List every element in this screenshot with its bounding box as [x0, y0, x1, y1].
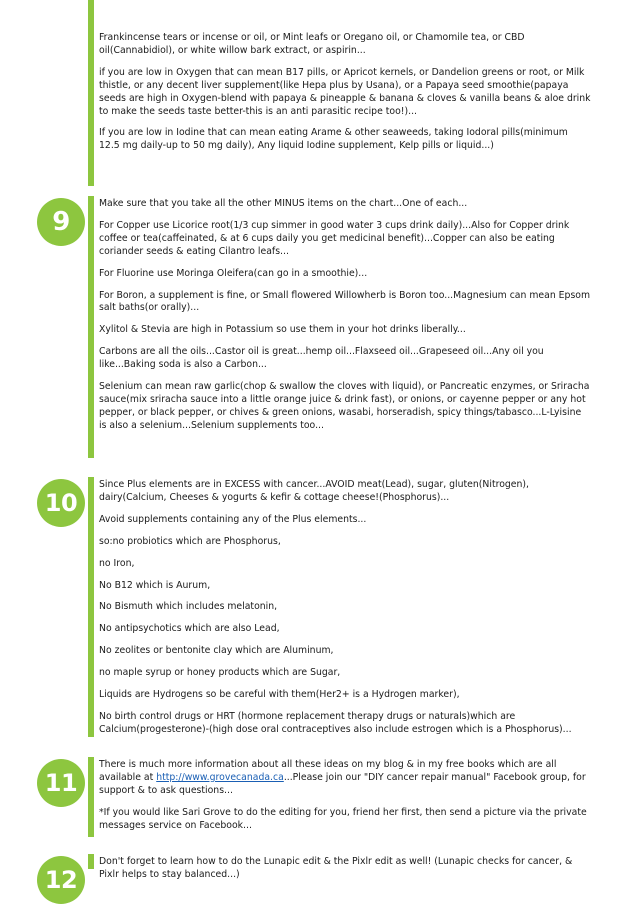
step-11 — [0, 757, 638, 839]
paragraph: Liquids are Hydrogens so be careful with them(Her2+ is a Hydrogen marker), — [99, 689, 460, 701]
paragraph: No antipsychotics which are also Lead, — [99, 623, 280, 635]
paragraph: so:no probiotics which are Phosphorus, — [99, 535, 281, 547]
step-11-text — [99, 759, 591, 842]
paragraph: Don't forget to learn how to do the Lunapic edit & the Pixlr edit as well! (Lunapic checks for cancer, & Pixlr helps to stay balanced...) — [99, 856, 573, 880]
step-8-continued — [0, 0, 638, 190]
paragraph: Carbons are all the oils...Castor oil is great...hemp oil...Flaxseed oil...Grapeseed oil...Any oil you like...Baking soda is also a Carbon... — [99, 346, 544, 371]
paragraph: Make sure that you take all the other MINUS items on the chart...One of each... — [99, 198, 468, 209]
paragraph: No B12 which is Aurum, — [99, 579, 211, 591]
paragraph: no maple syrup or honey products which are Sugar, — [99, 667, 341, 679]
step-8-text — [99, 32, 591, 162]
blog-link[interactable]: http://www.grovecanada.ca — [156, 771, 284, 783]
step-10 — [0, 477, 638, 741]
step-number-badge: 11 — [37, 759, 85, 807]
step-10-bar — [88, 477, 94, 737]
step-8-bar — [88, 0, 94, 186]
paragraph — [99, 759, 591, 798]
paragraph: No birth control drugs or HRT (hormone replacement therapy drugs or naturals)which are Calcium(progesterone)-(high dose oral contraceptives also include estrogen which is a Phosphorus)... — [99, 710, 572, 735]
paragraph: If you are low in Iodine that can mean eating Arame & other seaweeds, taking Iodoral pills(minimum 12.5 mg daily-up to 50 mg daily), Any liquid Iodine supplement, Kelp pills or liquid...) — [99, 127, 568, 152]
step-12 — [0, 854, 638, 894]
paragraph: No zeolites or bentonite clay which are Aluminum, — [99, 645, 334, 657]
paragraph: no Iron, — [99, 557, 135, 569]
paragraph: *If you would like Sari Grove to do the editing for you, friend her first, then send a picture via the private messages service on Facebook... — [99, 806, 587, 831]
paragraph: Selenium can mean raw garlic(chop & swallow the cloves with liquid), or Pancreatic enzymes, or Sriracha sauce(mix sriracha sauce into a little orange juice & drink fast), or onions, or cayenne pepper or any hot pepper, or black pepper, or chives & green onions, wasabi, horseradish, spicy things/tabasco...L-Lyisine is also a selenium...Selenium supplements too... — [99, 381, 590, 431]
paragraph: For Boron, a supplement is fine, or Small flowered Willowherb is Boron too...Magnesium can mean Epsom salt baths(or orally)... — [99, 289, 591, 314]
paragraph: For Copper use Licorice root(1/3 cup simmer in good water 3 cups drink daily)...Also for Copper drink coffee or tea(caffeinated, & at 6 cups daily you get medicinal benefit)...Copper can also be eating coriander seeds & eating Cilantro leafs... — [99, 219, 570, 257]
paragraph-text: There is much more information about all these ideas on my blog & in my free books which are all available at — [99, 759, 557, 783]
paragraph: Xylitol & Stevia are high in Potassium so use them in your hot drinks liberally... — [99, 324, 466, 336]
step-number-badge: 10 — [37, 479, 85, 527]
paragraph: Since Plus elements are in EXCESS with cancer...AVOID meat(Lead), sugar, gluten(Nitrogen), dairy(Calcium, Cheeses & yogurts & kefir & cottage cheese!(Phosphorus)... — [99, 479, 529, 503]
step-12-text — [99, 856, 591, 891]
paragraph: No Bismuth which includes melatonin, — [99, 601, 278, 613]
paragraph: Avoid supplements containing any of the Plus elements... — [99, 513, 367, 525]
paragraph: Frankincense tears or incense or oil, or Mint leafs or Oregano oil, or Chamomile tea, or CBD oil(Cannabidiol), or white willow bark extract, or aspirin... — [99, 32, 525, 56]
paragraph-text: ...Please join our "DIY cancer repair manual" Facebook group, for support & to ask questions... — [99, 771, 586, 796]
step-9-text — [99, 198, 591, 442]
step-10-text — [99, 479, 591, 746]
paragraph: For Fluorine use Moringa Oleifera(can go in a smoothie)... — [99, 267, 368, 279]
paragraph: if you are low in Oxygen that can mean B17 pills, or Apricot kernels, or Dandelion greens or root, or Milk thistle, or any decent liver supplement(like Hepa plus by Usana), or a Papaya seed smoothie(papaya seeds are high in Oxygen-blend with papaya & pineapple & banana & cloves & vanilla beans & aloe drink to make the seeds taste better-this is an anti parasitic recipe too!)... — [99, 66, 591, 117]
step-number-badge: 12 — [37, 856, 85, 904]
step-number-badge: 9 — [37, 198, 85, 246]
step-12-bar — [88, 854, 94, 869]
step-9 — [0, 196, 638, 462]
step-11-bar — [88, 757, 94, 837]
step-9-bar — [88, 196, 94, 458]
